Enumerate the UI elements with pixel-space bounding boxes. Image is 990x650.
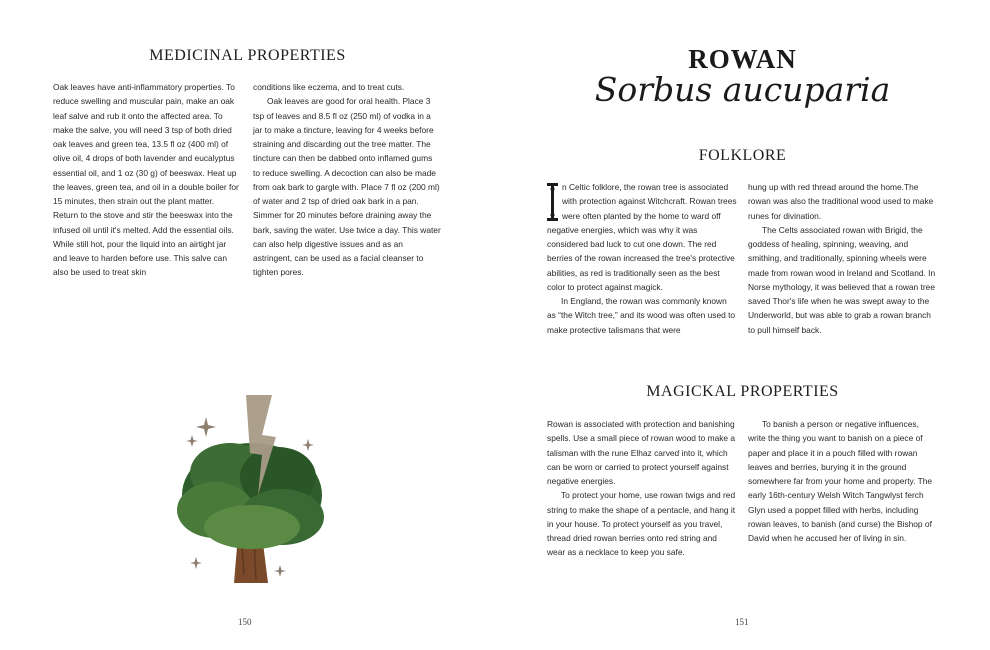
magickal-paragraph-3: To banish a person or negative influences, write the thing you want to banish on a piece of paper and place it in a pouch filled with rowan leaves and berries, burying it in the ground somewhere far from your home and property. The early 16th-century Welsh Witch Tangwlyst ferch Glyn used a poppet filled with herbs, including rowan leaves, to banish (and curse) the Bishop of David when he accused her of living in sin. (748, 419, 933, 543)
folklore-paragraph-1 (547, 180, 737, 294)
page-number-right: 151 (735, 617, 749, 627)
plant-title: ROWAN (688, 44, 797, 74)
medicinal-column-2 (253, 80, 441, 280)
oak-tree-illustration (170, 395, 340, 590)
right-page (495, 0, 990, 650)
latin-name: Sorbus aucuparia (594, 70, 891, 109)
medicinal-properties-heading: MEDICINAL PROPERTIES (149, 47, 346, 64)
drop-cap-i (547, 183, 558, 221)
folklore-paragraph-3: hung up with red thread around the home.The rowan was also the traditional wood used to make runes for divination. (748, 182, 934, 221)
page-number-left: 150 (238, 617, 252, 627)
medicinal-paragraph-1: Oak leaves have anti-inflammatory properties. To reduce swelling and muscular pain, make an oak leaf salve and rub it onto the affected area. To make the salve, you will need 3 tsp of both dried oak leaves and green tea, 13.5 fl oz (400 ml) of olive oil, 4 drops of both lavender and eucalyptus essential oil, and 1 oz (30 g) of beeswax. Heat up the leaves, green tea, and oil in a double boiler for 15 minutes, then strain out the plant matter. Return to the stove and stir the beeswax into the infused oil until it's melted. Add the essential oils. While still hot, pour the liquid into an airtight jar and leave to harden before use. This salve can also be used to treat skin (53, 82, 239, 278)
medicinal-paragraph-2: conditions like eczema, and to treat cuts. (253, 82, 405, 92)
folklore-paragraph-2: In England, the rowan was commonly known as “the Witch tree,” and its wood was often used to make protective talismans that were (547, 296, 736, 335)
medicinal-paragraph-3: Oak leaves are good for oral health. Place 3 tsp of leaves and 8.5 fl oz (250 ml) of vodka in a jar to make a tincture, leaving for 4 weeks before straining and discarding out the tree matter. The tincture can then be dabbed onto inflamed gums to reduce swelling. A decoction can also be made from oak bark to gargle with. Place 7 fl oz (200 ml) of water and 2 tsp of dried oak bark in a pan. Simmer for 20 minutes before draining away the bark, saving the water. Use twice a day. This water can also help digestive issues and as an astringent, can be used as a facial cleanser to tighten pores. (253, 96, 441, 278)
folklore-column-2 (748, 180, 938, 337)
folklore-paragraph-4: The Celts associated rowan with Brigid, the goddess of healing, spinning, weaving, and smithing, and traditionally, spinning wheels were made from rowan wood in Ireland and Scotland. In Norse mythology, it was believed that a rowan tree saved Thor's life when he was swept away to the Underworld, but was able to grab a rowan branch to pull himself back. (748, 224, 936, 335)
magickal-properties-heading: MAGICKAL PROPERTIES (646, 383, 839, 400)
magickal-paragraph-1: Rowan is associated with protection and banishing spells. Use a small piece of rowan wood to make a talisman with the rune Elhaz carved into it, which can be worn or carried to protect yourself against negative energies. (547, 419, 736, 486)
folklore-text-1: n Celtic folklore, the rowan tree is associated with protection against Witchcraft. Rowan trees were often planted by the home to ward off negative energies, which was why it was considered bad luck to cut one down. The red berries of the rowan increased the tree's protective abilities, as red is traditionally seen as the best color to protect against magick. (547, 182, 737, 292)
folklore-heading: FOLKLORE (698, 147, 787, 164)
magickal-column-1 (547, 417, 737, 560)
oak-tree-icon (170, 395, 340, 590)
medicinal-column-1 (53, 80, 239, 280)
folklore-column-1 (547, 180, 737, 337)
magickal-paragraph-2: To protect your home, use rowan twigs and red string to make the shape of a pentacle, and hang it in your house. To protect yourself as you travel, thread dried rowan berries onto red string and wear as a necklace to keep you safe. (547, 490, 736, 558)
magickal-column-2 (748, 417, 938, 545)
